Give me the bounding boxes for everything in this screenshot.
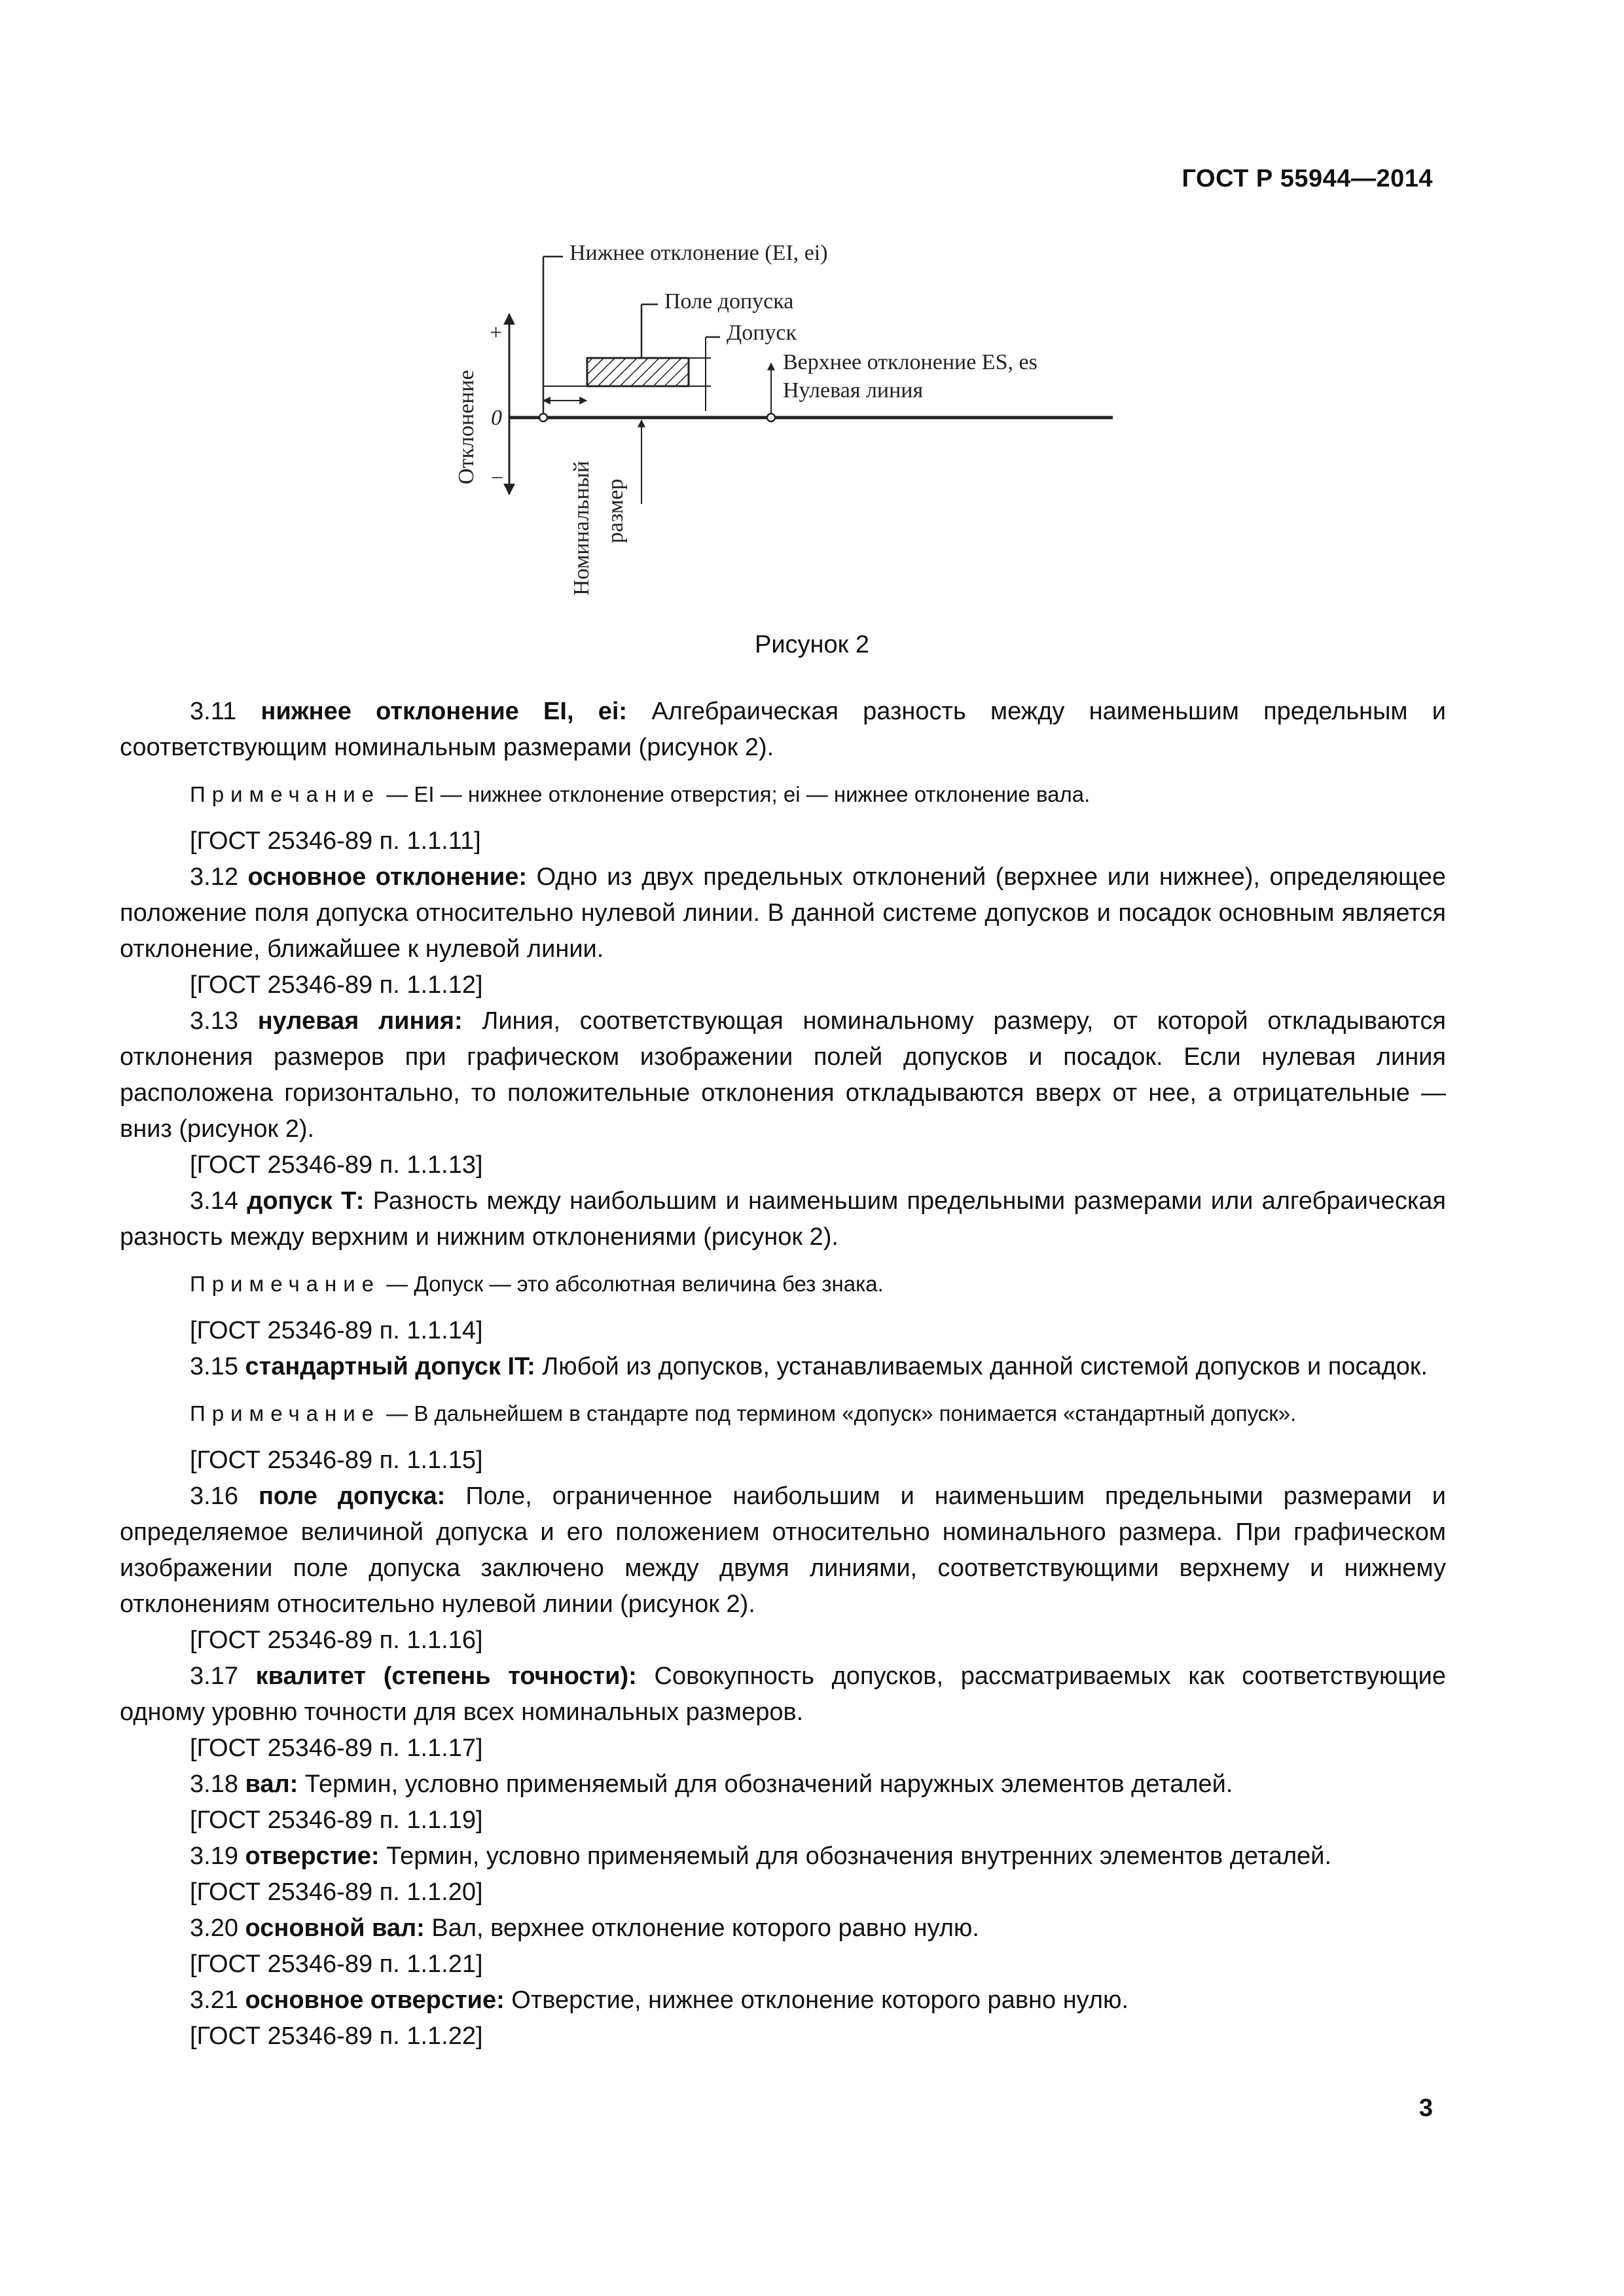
lower-deviation-label: Нижнее отклонение (EI, ei): [569, 241, 828, 265]
document-body: [120, 694, 1446, 2054]
reference: [ГОСТ 25346-89 п. 1.1.11]: [190, 827, 481, 855]
reference: [ГОСТ 25346-89 п. 1.1.15]: [190, 1446, 483, 1474]
nominal-size-label-line2: размер: [604, 478, 628, 543]
page-number: 3: [1418, 2094, 1433, 2122]
definition-3-11: 3.11 нижнее отклонение EI, ei: Алгебраическая разность между наименьшим предельным и соответствующим номинальным размерами (рисунок 2).: [120, 698, 1446, 761]
definition-3-20: 3.20 основной вал: Вал, верхнее отклонение которого равно нулю.: [190, 1914, 979, 1942]
tolerance-diagram-graphics: [432, 229, 1126, 609]
note: Примечание — Допуск — это абсолютная величина без знака.: [190, 1272, 884, 1296]
definition-3-12: 3.12 основное отклонение: Одно из двух предельных отклонений (верхнее или нижнее), определяющее положение поля допуска относительно нулевой линии. В данной системе допусков и посадок основным является отклонение, ближайшее к нулевой линии.: [120, 863, 1446, 963]
definition-3-16: 3.16 поле допуска: Поле, ограниченное наибольшим и наименьшим предельными размерами и определяемое величиной допуска и его положением относительно номинального размера. При графическом изображении поле допуска заключено между двумя линиями, соответствующими верхнему и нижнему отклонениям относительно нулевой линии (рисунок 2).: [120, 1482, 1446, 1618]
deviation-axis-label: Отклонение: [454, 370, 478, 484]
tolerance-zone-label: Поле допуска: [664, 289, 794, 314]
document-code: ГОСТ Р 55944—2014: [1182, 165, 1433, 192]
nominal-size-label-line1: Номинальный: [569, 461, 594, 596]
definition-3-17: 3.17 квалитет (степень точности): Совокупность допусков, рассматриваемых как соответствующие одному уровню точности для всех номинальных размеров.: [120, 1662, 1446, 1726]
tolerance-zone: [587, 358, 689, 386]
definition-3-18: 3.18 вал: Термин, условно применяемый для обозначений наружных элементов деталей.: [190, 1770, 1233, 1798]
tolerance-diagram: [432, 229, 1126, 609]
figure-caption: Рисунок 2: [754, 631, 869, 658]
reference: [ГОСТ 25346-89 п. 1.1.20]: [190, 1878, 483, 1906]
definition-3-14: 3.14 допуск Т: Разность между наибольшим и наименьшим предельными размерами или алгебраическая разность между верхним и нижним отклонениями (рисунок 2).: [120, 1187, 1446, 1251]
definition-3-19: 3.19 отверстие: Термин, условно применяемый для обозначения внутренних элементов деталей.: [190, 1842, 1332, 1870]
reference: [ГОСТ 25346-89 п. 1.1.17]: [190, 1734, 483, 1762]
zero-line-label: Нулевая линия: [783, 378, 924, 403]
reference: [ГОСТ 25346-89 п. 1.1.14]: [190, 1317, 483, 1344]
minus-sign: −: [491, 466, 504, 490]
zero-sign: 0: [491, 406, 502, 430]
reference: [ГОСТ 25346-89 п. 1.1.16]: [190, 1626, 483, 1654]
note: Примечание — В дальнейшем в стандарте под термином «допуск» понимается «стандартный допуск».: [190, 1401, 1297, 1426]
reference: [ГОСТ 25346-89 п. 1.1.13]: [190, 1151, 483, 1179]
reference: [ГОСТ 25346-89 п. 1.1.22]: [190, 2022, 483, 2050]
tolerance-label: Допуск: [727, 321, 797, 345]
definition-3-13: 3.13 нулевая линия: Линия, соответствующая номинальному размеру, от которой откладываются отклонения размеров при графическом изображении полей допусков и посадок. Если нулевая линия расположена горизонтально, то положительные отклонения откладываются вверх от нее, а отрицательные — вниз (рисунок 2).: [120, 1007, 1446, 1143]
note: Примечание — EI — нижнее отклонение отверстия; ei — нижнее отклонение вала.: [190, 782, 1091, 806]
definition-3-15: 3.15 стандартный допуск IT: Любой из допусков, устанавливаемых данной системой допусков и посадок.: [190, 1353, 1428, 1380]
upper-deviation-label: Верхнее отклонение ES, es: [783, 350, 1038, 374]
reference: [ГОСТ 25346-89 п. 1.1.12]: [190, 971, 483, 999]
definition-3-21: 3.21 основное отверстие: Отверстие, нижнее отклонение которого равно нулю.: [190, 1986, 1129, 2014]
reference: [ГОСТ 25346-89 п. 1.1.21]: [190, 1950, 483, 1978]
reference: [ГОСТ 25346-89 п. 1.1.19]: [190, 1806, 483, 1834]
plus-sign: +: [490, 321, 503, 345]
